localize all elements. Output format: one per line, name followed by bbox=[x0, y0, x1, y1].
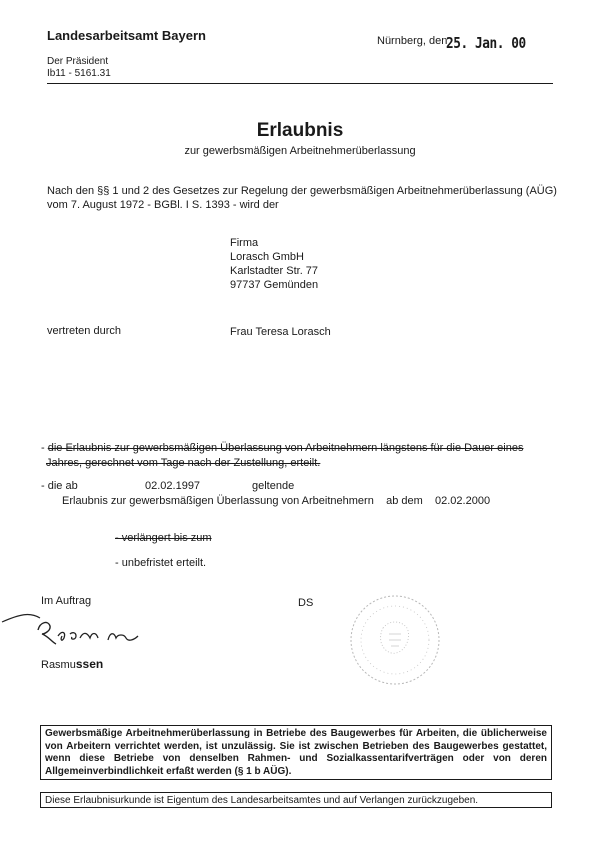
construction-notice-box: Gewerbsmäßige Arbeitnehmerüberlassung in Betriebe des Baugewerbes für Arbeiten, die üblicherweise von Arbeitern verrichtet werden, ist unzulässig. Sie ist zwischen Betrieben des Baugewerbes gestattet, wenn diese Betriebe von denselben Rahmen- und Sozialkassentarifverträgen oder von deren Allgemeinverbindlichkeit erfaßt werden (§ 1 b AÜG). bbox=[40, 725, 552, 780]
signer-name-bold: ssen bbox=[75, 657, 104, 671]
extended-option-struck: - verlängert bis zum bbox=[115, 532, 212, 544]
option-two-from-label: ab dem bbox=[386, 495, 423, 507]
official-seal-stamp bbox=[345, 590, 445, 690]
ds-label: DS bbox=[298, 597, 314, 609]
organization-name: Landesarbeitsamt Bayern bbox=[47, 28, 206, 43]
reference-number: Ib11 - 5161.31 bbox=[47, 68, 111, 79]
representative-name: Frau Teresa Lorasch bbox=[230, 326, 331, 338]
option-two-date-from: 02.02.1997 bbox=[145, 480, 201, 492]
date-stamp: 25. Jan. 00 bbox=[446, 34, 526, 52]
company-name: Lorasch GmbH bbox=[230, 251, 304, 263]
company-street: Karlstadter Str. 77 bbox=[230, 265, 319, 277]
legal-intro: Nach den §§ 1 und 2 des Gesetzes zur Regelung der gewerbsmäßigen Arbeitnehmerüberlassung (AÜG) vom 7. August 1972 - BGBl. I S. 1393 - wird der bbox=[47, 185, 557, 211]
option-two-new-date: 02.02.2000 bbox=[435, 495, 491, 507]
option-two-text: Erlaubnis zur gewerbsmäßigen Überlassung von Arbeitnehmern bbox=[62, 495, 374, 507]
document-subtitle: zur gewerbsmäßigen Arbeitnehmerüberlassung bbox=[184, 145, 416, 157]
by-order-label: Im Auftrag bbox=[41, 595, 92, 607]
header-divider bbox=[47, 83, 553, 84]
company-city: 97737 Gemünden bbox=[230, 279, 319, 291]
represented-by-label: vertreten durch bbox=[47, 325, 121, 337]
option-dash: - bbox=[41, 442, 48, 454]
option-two-valid: geltende bbox=[252, 480, 295, 492]
option-one-line1: die Erlaubnis zur gewerbsmäßigen Überlassung von Arbeitnehmern längstens für die Dauer eines bbox=[47, 442, 524, 454]
property-notice-box: Diese Erlaubnisurkunde ist Eigentum des Landesarbeitsamtes und auf Verlangen zurückzugeben. bbox=[40, 792, 552, 808]
option-one-line2: Jahres, gerechnet vom Tage nach der Zustellung, erteilt. bbox=[46, 457, 321, 469]
unlimited-option: - unbefristet erteilt. bbox=[115, 557, 207, 569]
document-title: Erlaubnis bbox=[256, 120, 344, 141]
president-label: Der Präsident bbox=[47, 56, 109, 67]
option-one-struck bbox=[41, 441, 523, 471]
company-line: Firma bbox=[230, 237, 259, 249]
handwritten-signature bbox=[0, 600, 180, 660]
sender-block bbox=[47, 56, 111, 80]
place-label: Nürnberg, den bbox=[377, 35, 448, 47]
signer-name bbox=[41, 657, 103, 671]
option-two-line bbox=[62, 495, 490, 507]
company-address bbox=[230, 236, 318, 292]
signer-name-regular: Rasmu bbox=[41, 659, 76, 671]
option-two-prefix: - die ab bbox=[41, 480, 78, 492]
